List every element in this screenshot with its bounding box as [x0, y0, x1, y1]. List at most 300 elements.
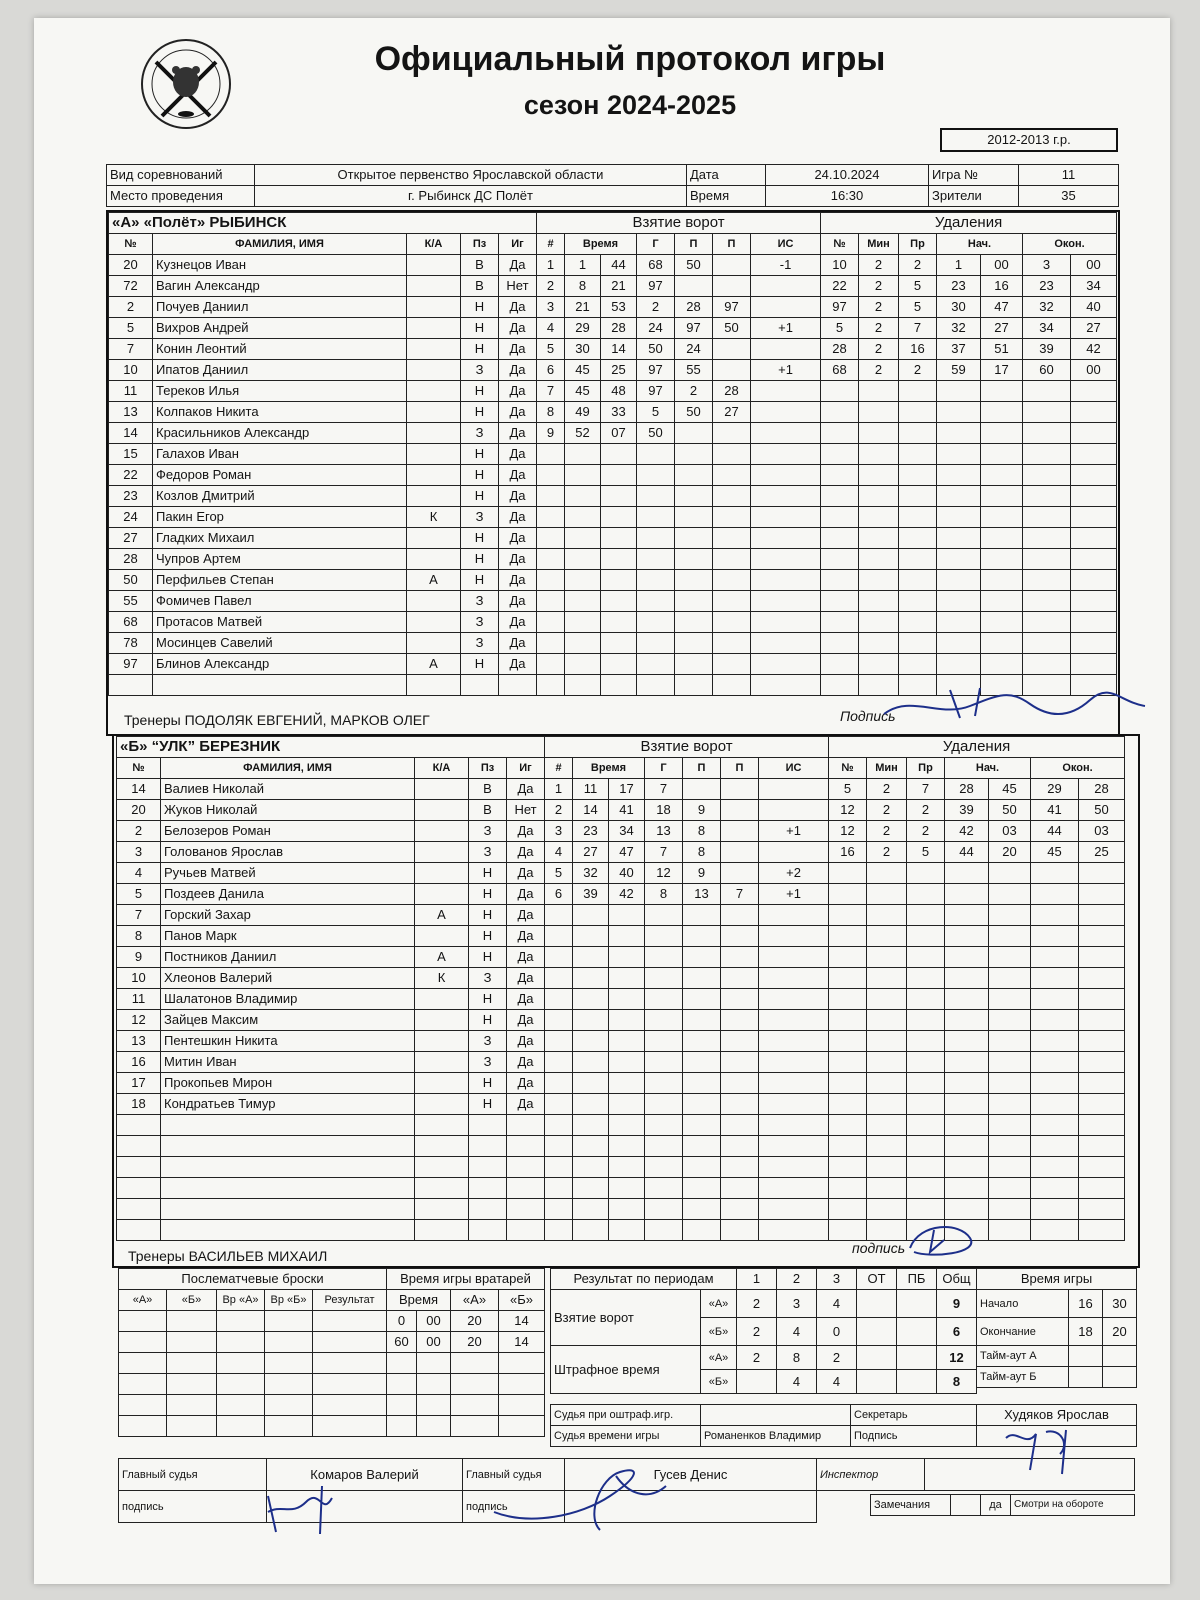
goal-second [609, 905, 645, 926]
player-number: 8 [117, 926, 161, 947]
goal-row [545, 1115, 829, 1136]
goal-assist-2 [721, 989, 759, 1010]
penalty-minutes [867, 1010, 907, 1031]
goal-number: 9 [537, 423, 565, 444]
game-info-table [106, 164, 1119, 207]
goal-assist-2 [713, 486, 751, 507]
shootout-cell [265, 1416, 313, 1437]
shootout-cell [167, 1332, 217, 1353]
shootout-cell [119, 1311, 167, 1332]
goal-row [537, 528, 821, 549]
player-role [415, 779, 469, 800]
penalty-end-sec: 42 [1071, 339, 1117, 360]
player-name: Кузнецов Иван [153, 255, 407, 276]
goal-number [545, 947, 573, 968]
goal-minute [565, 675, 601, 696]
goal-assist-1 [675, 591, 713, 612]
player-position: Н [461, 381, 499, 402]
goal-second [609, 1136, 645, 1157]
goal-situation [751, 276, 821, 297]
goal-assist-1 [683, 1115, 721, 1136]
player-number: 20 [109, 255, 153, 276]
goal-assist-1 [683, 926, 721, 947]
goal-minute: 32 [573, 863, 609, 884]
goal-row [537, 423, 821, 444]
penalty-judge-label: Судья при оштраф.игр. [551, 1405, 701, 1426]
penalty-row [821, 528, 1117, 549]
spectators-label: Зрители [929, 186, 1019, 207]
goal-situation [751, 297, 821, 318]
shootout-cell [119, 1416, 167, 1437]
player-role [407, 381, 461, 402]
player-name: Митин Иван [161, 1052, 415, 1073]
goal-minute: 21 [565, 297, 601, 318]
goal-second [601, 675, 637, 696]
goal-minute [573, 1010, 609, 1031]
penalty-end-sec [1071, 444, 1117, 465]
player-played: Да [507, 926, 545, 947]
penalty-row [829, 800, 1125, 821]
player-number: 78 [109, 633, 153, 654]
player-played: Да [507, 842, 545, 863]
game-start-hour: 16 [1069, 1290, 1103, 1318]
goal-second: 53 [601, 297, 637, 318]
period-value-goals-a: 4 [817, 1290, 857, 1318]
player-position: Н [469, 1094, 507, 1115]
goalie-second [417, 1416, 451, 1437]
goal-situation: +1 [759, 821, 829, 842]
penalty-reason [899, 570, 937, 591]
goal-minute [565, 549, 601, 570]
penalty-start-min [945, 1031, 989, 1052]
goal-row [545, 1010, 829, 1031]
goal-scorer [637, 528, 675, 549]
player-played: Да [499, 612, 537, 633]
penalty-end-sec: 50 [1079, 800, 1125, 821]
player-role [415, 1010, 469, 1031]
penalty-reason: 7 [899, 318, 937, 339]
player-role [407, 276, 461, 297]
player-position: В [469, 779, 507, 800]
penalty-player: 5 [821, 318, 859, 339]
goal-scorer: 7 [645, 842, 683, 863]
goal-minute: 1 [565, 255, 601, 276]
goal-assist-2: 27 [713, 402, 751, 423]
penalty-start-sec: 17 [981, 360, 1023, 381]
player-role [407, 444, 461, 465]
penalty-player [829, 1073, 867, 1094]
col-pz: Пз [461, 234, 499, 255]
penalty-minutes [859, 612, 899, 633]
goal-row [537, 465, 821, 486]
penalty-reason [907, 926, 945, 947]
period-value-goals-b [857, 1318, 897, 1346]
penalty-end-min [1023, 591, 1071, 612]
player-row [117, 884, 545, 905]
shootout-col: Вр «Б» [265, 1290, 313, 1311]
player-position: Н [461, 444, 499, 465]
goal-situation [751, 591, 821, 612]
player-role [407, 297, 461, 318]
player-role [407, 612, 461, 633]
period-value-pen-b: 8 [937, 1370, 977, 1394]
period-value-goals-a: 2 [737, 1290, 777, 1318]
penalty-player: 97 [821, 297, 859, 318]
player-position: З [469, 821, 507, 842]
goal-number [545, 1199, 573, 1220]
goal-scorer: 50 [637, 339, 675, 360]
col-assist-1: П [675, 234, 713, 255]
goalie-second [417, 1353, 451, 1374]
player-position: Н [461, 465, 499, 486]
goal-minute: 14 [573, 800, 609, 821]
goal-assist-2 [721, 1199, 759, 1220]
birth-years-box [940, 128, 1118, 152]
goal-second: 42 [609, 884, 645, 905]
penalty-reason [899, 549, 937, 570]
period-col: ПБ [897, 1269, 937, 1290]
period-col: ОТ [857, 1269, 897, 1290]
penalty-minutes [859, 465, 899, 486]
goal-row [537, 507, 821, 528]
goalie-minute [387, 1374, 417, 1395]
player-number: 50 [109, 570, 153, 591]
goal-scorer: 5 [637, 402, 675, 423]
shootout-cell [167, 1395, 217, 1416]
goal-situation [751, 675, 821, 696]
goal-minute [565, 591, 601, 612]
penalty-end-sec [1079, 1199, 1125, 1220]
goal-assist-1 [683, 1157, 721, 1178]
penalty-end-min: 3 [1023, 255, 1071, 276]
timeout-b-value [1069, 1367, 1103, 1388]
goal-situation [751, 612, 821, 633]
player-number: 28 [109, 549, 153, 570]
goal-row [537, 486, 821, 507]
goal-scorer [637, 507, 675, 528]
goal-assist-2 [713, 465, 751, 486]
penalty-player [821, 612, 859, 633]
shootout-col: «А» [119, 1290, 167, 1311]
goalie-b [499, 1353, 545, 1374]
penalty-reason [899, 612, 937, 633]
chief-judge-2-label: Главный судья [463, 1459, 565, 1491]
penalty-reason: 5 [899, 297, 937, 318]
penalty-player [821, 486, 859, 507]
penalty-reason [907, 884, 945, 905]
goal-scorer: 12 [645, 863, 683, 884]
penalty-minutes [859, 633, 899, 654]
period-value-pen-b: 4 [777, 1370, 817, 1394]
penalty-minutes [859, 381, 899, 402]
penalty-start-min [945, 1094, 989, 1115]
player-position: Н [461, 402, 499, 423]
player-row [117, 1220, 545, 1241]
goal-row [545, 1199, 829, 1220]
goal-second [609, 947, 645, 968]
player-position [461, 675, 499, 696]
goal-second [601, 465, 637, 486]
player-role [407, 633, 461, 654]
goal-assist-2 [713, 276, 751, 297]
player-row [117, 926, 545, 947]
penalty-start-min: 37 [937, 339, 981, 360]
player-row [109, 339, 537, 360]
player-position: Н [461, 318, 499, 339]
player-position [469, 1157, 507, 1178]
penalty-reason: 7 [907, 779, 945, 800]
player-played: Да [499, 423, 537, 444]
goal-row [537, 675, 821, 696]
goal-minute: 30 [565, 339, 601, 360]
goal-assist-2 [721, 1031, 759, 1052]
goal-second [609, 1115, 645, 1136]
penalty-minutes: 2 [867, 800, 907, 821]
goalie-second: 00 [417, 1311, 451, 1332]
penalty-reason: 5 [907, 842, 945, 863]
penalty-start-min [937, 654, 981, 675]
player-name [161, 1178, 415, 1199]
player-played: Да [499, 633, 537, 654]
goal-assist-1 [675, 465, 713, 486]
penalty-row [821, 381, 1117, 402]
player-played: Да [499, 507, 537, 528]
player-row [109, 612, 537, 633]
penalty-start-sec: 16 [981, 276, 1023, 297]
goal-assist-2 [721, 800, 759, 821]
penalty-player: 28 [821, 339, 859, 360]
penalty-end-sec [1071, 654, 1117, 675]
penalty-end-sec [1079, 884, 1125, 905]
penalty-minutes [867, 863, 907, 884]
goal-scorer [645, 1220, 683, 1241]
goal-situation: +1 [751, 318, 821, 339]
penalty-start-sec: 20 [989, 842, 1031, 863]
goal-assist-2 [713, 528, 751, 549]
goal-second [609, 1073, 645, 1094]
col-num: № [109, 234, 153, 255]
shootout-cell [265, 1332, 313, 1353]
goals-header: Взятие ворот [537, 213, 821, 234]
goal-minute [573, 905, 609, 926]
penalty-player [829, 1094, 867, 1115]
goal-row [545, 842, 829, 863]
goal-situation [751, 507, 821, 528]
goal-number: 1 [545, 779, 573, 800]
goal-assist-1 [675, 654, 713, 675]
goal-assist-2 [721, 1157, 759, 1178]
penalty-reason [899, 423, 937, 444]
penalty-start-sec [989, 989, 1031, 1010]
goal-number [537, 549, 565, 570]
player-role [415, 884, 469, 905]
penalty-end-min: 23 [1023, 276, 1071, 297]
goal-assist-2 [713, 423, 751, 444]
player-row [117, 1199, 545, 1220]
penalty-start-min [937, 444, 981, 465]
player-position: Н [461, 528, 499, 549]
player-position: Н [461, 549, 499, 570]
player-number: 17 [117, 1073, 161, 1094]
player-role: А [407, 570, 461, 591]
player-played: Да [507, 821, 545, 842]
player-played: Да [499, 486, 537, 507]
goal-row [537, 318, 821, 339]
goal-number [537, 654, 565, 675]
goal-row [537, 255, 821, 276]
penalty-end-sec [1071, 465, 1117, 486]
penalty-end-sec [1071, 507, 1117, 528]
penalty-start-sec [989, 947, 1031, 968]
penalty-minutes: 2 [859, 255, 899, 276]
goal-assist-1: 13 [683, 884, 721, 905]
team-b-signature [900, 1218, 980, 1262]
shootout-cell [265, 1374, 313, 1395]
goal-second: 48 [601, 381, 637, 402]
goal-number: 1 [537, 255, 565, 276]
goal-assist-2 [721, 821, 759, 842]
goal-scorer [637, 570, 675, 591]
goalie-b [499, 1416, 545, 1437]
penalty-reason [907, 1052, 945, 1073]
penalty-player [829, 1220, 867, 1241]
player-name: Конин Леонтий [153, 339, 407, 360]
penalty-reason [907, 1094, 945, 1115]
player-role [415, 1136, 469, 1157]
penalty-end-sec [1079, 905, 1125, 926]
game-no-label: Игра № [929, 165, 1019, 186]
player-name [161, 1199, 415, 1220]
player-row [109, 360, 537, 381]
player-role [415, 1178, 469, 1199]
goal-assist-2 [721, 1010, 759, 1031]
hockey-federation-logo [140, 38, 232, 130]
penalty-row [821, 507, 1117, 528]
goal-situation [751, 549, 821, 570]
player-played: Да [499, 339, 537, 360]
player-name: Хлеонов Валерий [161, 968, 415, 989]
penalty-reason [907, 1157, 945, 1178]
penalty-end-sec: 03 [1079, 821, 1125, 842]
penalty-player [829, 926, 867, 947]
shootout-cell [167, 1311, 217, 1332]
goal-row [545, 968, 829, 989]
penalty-start-min: 32 [937, 318, 981, 339]
goal-situation: +1 [751, 360, 821, 381]
player-played [507, 1178, 545, 1199]
penalty-start-min [937, 570, 981, 591]
col-assist-2: П [713, 234, 751, 255]
penalty-end-min [1031, 1010, 1079, 1031]
shootout-table [118, 1268, 387, 1437]
goal-scorer [645, 1178, 683, 1199]
goal-row [545, 1073, 829, 1094]
goal-number [545, 1115, 573, 1136]
goal-situation [751, 654, 821, 675]
penalty-reason [899, 591, 937, 612]
goal-assist-1 [683, 1199, 721, 1220]
penalty-end-sec: 28 [1079, 779, 1125, 800]
goal-scorer [645, 1052, 683, 1073]
goal-second: 25 [601, 360, 637, 381]
player-number: 13 [109, 402, 153, 423]
player-name: Горский Захар [161, 905, 415, 926]
goal-minute: 52 [565, 423, 601, 444]
penalty-player [821, 465, 859, 486]
penalty-reason: 2 [899, 360, 937, 381]
remarks-label: Замечания [871, 1495, 951, 1516]
penalty-judge-value [701, 1405, 851, 1426]
team-a-roster [108, 212, 537, 696]
shootout-cell [313, 1332, 387, 1353]
penalty-player [821, 654, 859, 675]
penalty-end-sec: 25 [1079, 842, 1125, 863]
penalty-end-min [1031, 989, 1079, 1010]
goalie-a: 20 [451, 1332, 499, 1353]
player-row [109, 633, 537, 654]
goal-scorer [645, 926, 683, 947]
penalty-end-min [1031, 863, 1079, 884]
goal-row [545, 821, 829, 842]
player-number: 14 [117, 779, 161, 800]
goal-scorer [645, 1094, 683, 1115]
penalty-row [821, 360, 1117, 381]
goal-minute: 45 [565, 381, 601, 402]
penalty-end-min [1031, 905, 1079, 926]
goal-scorer [637, 549, 675, 570]
penalty-row [829, 1031, 1125, 1052]
time-value: 16:30 [766, 186, 929, 207]
player-role [407, 318, 461, 339]
penalty-player [829, 1199, 867, 1220]
player-position [469, 1178, 507, 1199]
player-role: К [407, 507, 461, 528]
penalty-minutes [867, 989, 907, 1010]
penalty-player [821, 507, 859, 528]
player-number: 15 [109, 444, 153, 465]
goal-number [545, 926, 573, 947]
chief-judge-1-sign-label: подпись [119, 1491, 267, 1523]
goal-second: 07 [601, 423, 637, 444]
player-number: 10 [117, 968, 161, 989]
player-position: З [461, 423, 499, 444]
goal-second [609, 968, 645, 989]
player-row [109, 381, 537, 402]
col-pen-start: Нач. [945, 758, 1031, 779]
goal-number: 2 [537, 276, 565, 297]
shootout-cell [167, 1374, 217, 1395]
goalie-col-b: «Б» [499, 1290, 545, 1311]
shootout-cell [265, 1395, 313, 1416]
player-position: Н [469, 863, 507, 884]
goal-situation [751, 381, 821, 402]
col-assist-2: П [721, 758, 759, 779]
player-role [407, 486, 461, 507]
goal-assist-1 [675, 612, 713, 633]
penalty-end-sec [1079, 1073, 1125, 1094]
goal-number: 3 [545, 821, 573, 842]
goal-minute [573, 1178, 609, 1199]
player-played: Да [499, 570, 537, 591]
goal-scorer [637, 675, 675, 696]
goalie-minute: 0 [387, 1311, 417, 1332]
goal-second [601, 612, 637, 633]
player-played [507, 1136, 545, 1157]
penalty-row [821, 276, 1117, 297]
player-name: Вагин Александр [153, 276, 407, 297]
penalty-end-sec: 27 [1071, 318, 1117, 339]
goal-scorer: 97 [637, 276, 675, 297]
